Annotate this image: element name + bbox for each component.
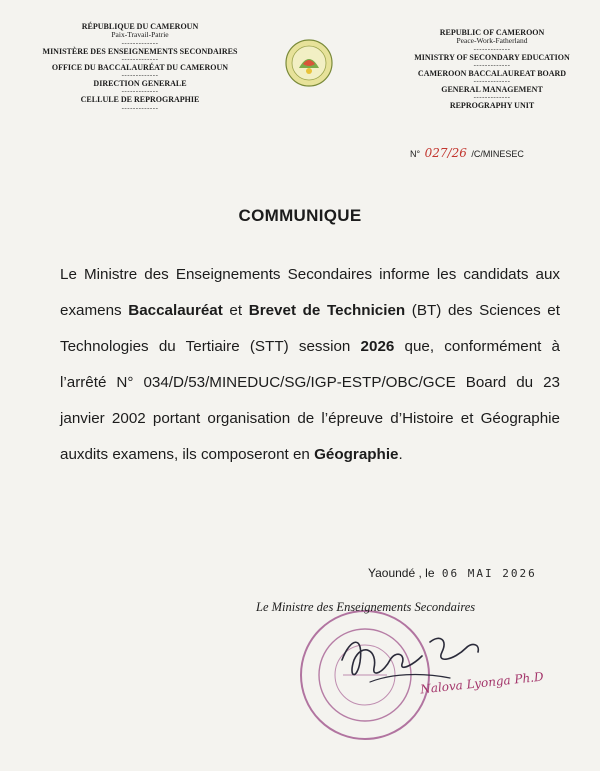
date-line (368, 566, 537, 580)
header-divider: ------------- (473, 44, 511, 53)
header-right-ministry: MINISTRY OF SECONDARY EDUCATION (414, 52, 570, 62)
body-bold-run: Brevet de Technicien (248, 302, 406, 319)
reference-prefix: N° (410, 149, 421, 159)
date-prefix: Yaoundé , le (368, 566, 435, 580)
body-text-run: que, conformément à l’arrêté N° 034/D/53/MINEDUC/SG/IGP-ESTP/OBC/GCE Board du 23 janvier 2002 portant organisation de l’épreuve d’Histoire et Géographie auxdits examens, ils composeront en (60, 338, 560, 463)
body-bold-run: Géographie (314, 446, 399, 463)
header-right (392, 28, 592, 111)
header-left-country: RÉPUBLIQUE DU CAMEROUN (81, 22, 199, 31)
page-title: COMMUNIQUE (238, 206, 362, 225)
header-divider: ------------- (121, 55, 159, 63)
signatory-name: Nalova Lyonga Ph.D (419, 669, 545, 697)
header-right-board: CAMEROON BACCALAUREAT BOARD (417, 69, 567, 78)
header-left-direction: DIRECTION GENERALE (93, 79, 187, 89)
date-stamp: 06 MAI 2026 (441, 567, 537, 580)
body-text-run: (BT) des Sciences et Technologies du Tertiaire (STT) session (60, 302, 560, 355)
header-divider: ------------- (473, 61, 511, 69)
communique-body (60, 257, 560, 473)
body-text-run: et (222, 302, 249, 319)
header-right-motto: Peace-Work-Fatherland (456, 36, 528, 46)
header-left (15, 22, 265, 112)
body-bold-run: 2026 (360, 338, 395, 355)
header-right-country: REPUBLIC OF CAMEROON (439, 28, 545, 37)
header-divider: ------------- (121, 71, 159, 80)
header-divider: ------------- (473, 93, 511, 102)
header-left-motto: Paix-Travail-Patrie (111, 30, 169, 40)
header-right-unit: REPROGRAPHY UNIT (449, 101, 535, 111)
body-text-run: Le Ministre des Enseignements Secondaires informe les candidats aux examens (60, 266, 560, 319)
header-divider: ------------- (121, 38, 159, 47)
reference-suffix: /C/MINESEC (471, 149, 524, 159)
header-divider: ------------- (121, 103, 159, 112)
header-divider: ------------- (121, 87, 159, 96)
body-text-run: . (398, 446, 403, 463)
header-left-office: OFFICE DU BACCALAURÉAT DU CAMEROUN (51, 63, 229, 72)
reference-handwritten: 027/26 (424, 146, 467, 160)
signatory-title: Le Ministre des Enseignements Secondaires (256, 600, 476, 614)
reference-number (410, 146, 524, 160)
board-logo-icon (284, 38, 334, 88)
header-left-ministry: MINISTÈRE DES ENSEIGNEMENTS SECONDAIRES (42, 46, 238, 56)
header-left-unit: CELLULE DE REPROGRAPHIE (80, 95, 200, 105)
header-right-management: GENERAL MANAGEMENT (441, 85, 543, 95)
header-divider: ------------- (473, 77, 511, 86)
body-bold-run: Baccalauréat (128, 302, 223, 319)
